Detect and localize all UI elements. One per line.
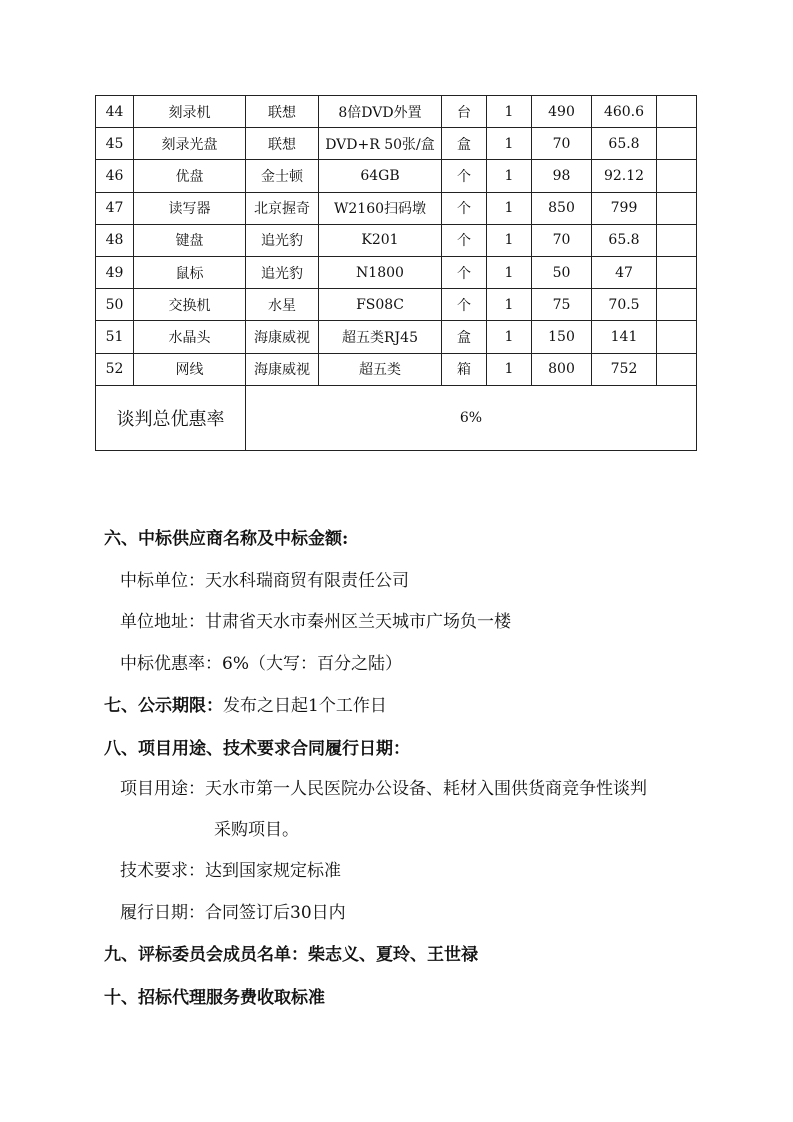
- table-row: [96, 192, 697, 224]
- cell-remark: [657, 160, 697, 192]
- cell-bid-price: 70.5: [592, 289, 657, 321]
- cell-model: DVD+R 50张/盒: [319, 128, 442, 160]
- cell-remark: [657, 224, 697, 256]
- section8-heading: 八、项目用途、技术要求合同履行日期：: [104, 739, 410, 759]
- table-row: [96, 353, 697, 385]
- cell-bid-price: 460.6: [592, 96, 657, 128]
- section9-heading: 九、评标委员会成员名单：柴志义、夏玲、王世禄: [104, 945, 478, 965]
- section6-heading: 六、中标供应商名称及中标金额:: [104, 529, 349, 549]
- cell-bid-price: 47: [592, 256, 657, 288]
- cell-unit: 个: [442, 224, 487, 256]
- items-table: [95, 95, 697, 451]
- cell-bid-price: 752: [592, 353, 657, 385]
- summary-label: 谈判总优惠率: [96, 385, 246, 450]
- cell-brand: 北京握奇: [246, 192, 319, 224]
- cell-qty: 1: [487, 160, 532, 192]
- address-line: 单位地址：甘肃省天水市秦州区兰天城市广场负一楼: [120, 612, 511, 632]
- cell-name: 刻录机: [134, 96, 246, 128]
- cell-bid-price: 799: [592, 192, 657, 224]
- cell-brand: 联想: [246, 128, 319, 160]
- cell-model: K201: [319, 224, 442, 256]
- cell-qty: 1: [487, 96, 532, 128]
- cell-price: 850: [532, 192, 592, 224]
- cell-brand: 海康威视: [246, 353, 319, 385]
- cell-name: 键盘: [134, 224, 246, 256]
- cell-name: 读写器: [134, 192, 246, 224]
- table-row: [96, 128, 697, 160]
- summary-row: [96, 385, 697, 450]
- cell-price: 50: [532, 256, 592, 288]
- cell-model: N1800: [319, 256, 442, 288]
- cell-brand: 水星: [246, 289, 319, 321]
- cell-price: 75: [532, 289, 592, 321]
- cell-remark: [657, 256, 697, 288]
- cell-remark: [657, 289, 697, 321]
- cell-remark: [657, 321, 697, 353]
- cell-remark: [657, 128, 697, 160]
- cell-brand: 追光豹: [246, 256, 319, 288]
- cell-unit: 个: [442, 256, 487, 288]
- cell-no: 49: [96, 256, 134, 288]
- cell-no: 44: [96, 96, 134, 128]
- cell-price: 800: [532, 353, 592, 385]
- cell-name: 水晶头: [134, 321, 246, 353]
- cell-price: 70: [532, 128, 592, 160]
- cell-qty: 1: [487, 128, 532, 160]
- cell-remark: [657, 96, 697, 128]
- date-line: 履行日期：合同签订后30日内: [120, 903, 346, 923]
- cell-unit: 盒: [442, 128, 487, 160]
- cell-model: W2160扫码墩: [319, 192, 442, 224]
- cell-name: 刻录光盘: [134, 128, 246, 160]
- winner-line: 中标单位：天水科瑞商贸有限责任公司: [120, 571, 409, 591]
- cell-brand: 海康威视: [246, 321, 319, 353]
- cell-qty: 1: [487, 256, 532, 288]
- cell-name: 优盘: [134, 160, 246, 192]
- cell-no: 45: [96, 128, 134, 160]
- cell-unit: 个: [442, 289, 487, 321]
- items-table-body: [96, 96, 697, 386]
- cell-price: 98: [532, 160, 592, 192]
- table-row: [96, 96, 697, 128]
- section7-heading: 七、公示期限：: [104, 696, 223, 716]
- purpose-line-2: 采购项目。: [214, 820, 299, 840]
- section7-text: 发布之日起1个工作日: [223, 696, 387, 716]
- cell-remark: [657, 353, 697, 385]
- cell-bid-price: 65.8: [592, 224, 657, 256]
- cell-no: 52: [96, 353, 134, 385]
- cell-model: 8倍DVD外置: [319, 96, 442, 128]
- cell-price: 150: [532, 321, 592, 353]
- cell-unit: 个: [442, 160, 487, 192]
- cell-price: 70: [532, 224, 592, 256]
- section10-heading: 十、招标代理服务费收取标准: [104, 988, 325, 1008]
- tech-line: 技术要求：达到国家规定标准: [120, 861, 341, 881]
- cell-qty: 1: [487, 224, 532, 256]
- cell-no: 48: [96, 224, 134, 256]
- table-row: [96, 256, 697, 288]
- cell-brand: 金士顿: [246, 160, 319, 192]
- cell-bid-price: 65.8: [592, 128, 657, 160]
- cell-unit: 台: [442, 96, 487, 128]
- cell-model: 超五类RJ45: [319, 321, 442, 353]
- cell-model: 超五类: [319, 353, 442, 385]
- cell-unit: 盒: [442, 321, 487, 353]
- cell-no: 51: [96, 321, 134, 353]
- cell-unit: 箱: [442, 353, 487, 385]
- cell-model: 64GB: [319, 160, 442, 192]
- cell-no: 46: [96, 160, 134, 192]
- cell-price: 490: [532, 96, 592, 128]
- section7: [104, 691, 387, 716]
- cell-qty: 1: [487, 353, 532, 385]
- table-row: [96, 224, 697, 256]
- cell-unit: 个: [442, 192, 487, 224]
- cell-remark: [657, 192, 697, 224]
- table-row: [96, 321, 697, 353]
- cell-qty: 1: [487, 289, 532, 321]
- cell-no: 50: [96, 289, 134, 321]
- cell-qty: 1: [487, 192, 532, 224]
- cell-name: 交换机: [134, 289, 246, 321]
- table-row: [96, 160, 697, 192]
- cell-qty: 1: [487, 321, 532, 353]
- discount-line: 中标优惠率：6%（大写：百分之陆）: [120, 654, 402, 674]
- purpose-line-1: 项目用途：天水市第一人民医院办公设备、耗材入围供货商竞争性谈判: [120, 779, 647, 799]
- summary-value: 6%: [246, 385, 697, 450]
- cell-brand: 联想: [246, 96, 319, 128]
- cell-brand: 追光豹: [246, 224, 319, 256]
- cell-model: FS08C: [319, 289, 442, 321]
- cell-no: 47: [96, 192, 134, 224]
- cell-bid-price: 141: [592, 321, 657, 353]
- cell-bid-price: 92.12: [592, 160, 657, 192]
- cell-name: 鼠标: [134, 256, 246, 288]
- cell-name: 网线: [134, 353, 246, 385]
- table-row: [96, 289, 697, 321]
